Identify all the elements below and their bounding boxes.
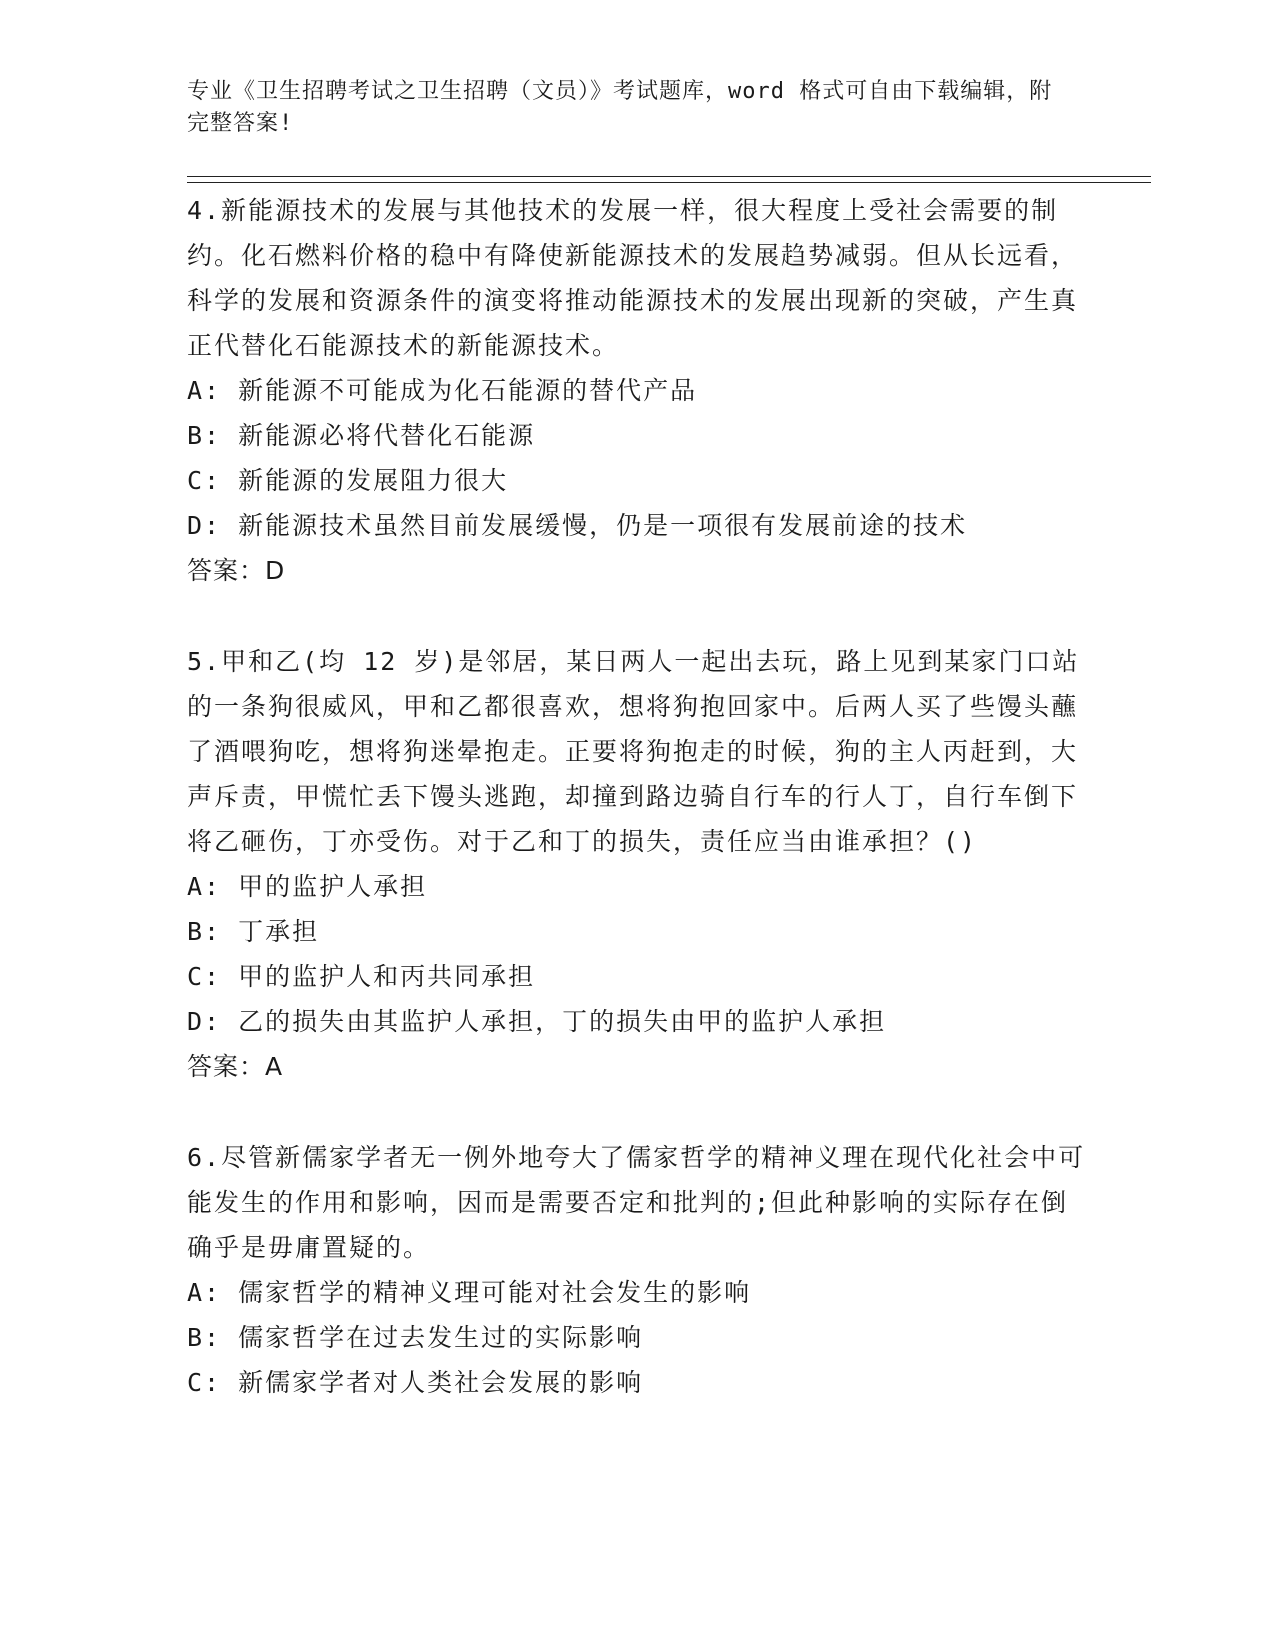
option-b: B: 丁承担 [187,917,320,946]
question-block [187,639,1087,1089]
option-c: C: 新儒家学者对人类社会发展的影响 [187,1368,644,1397]
option-a: A: 甲的监护人承担 [187,872,428,901]
option-b: B: 新能源必将代替化石能源 [187,421,536,450]
option-d: D: 新能源技术虽然目前发展缓慢，仍是一项很有发展前途的技术 [187,511,968,540]
question-stem: 4.新能源技术的发展与其他技术的发展一样，很大程度上受社会需要的制约。化石燃料价格的稳中有降使新能源技术的发展趋势减弱。但从长远看，科学的发展和资源条件的演变将推动能源技术的发展出现新的突破，产生真正代替化石能源技术的新能源技术。 [187,196,1079,360]
question-stem: 6.尽管新儒家学者无一例外地夸大了儒家哲学的精神义理在现代化社会中可能发生的作用和影响，因而是需要否定和批判的;但此种影响的实际存在倒确乎是毋庸置疑的。 [187,1143,1086,1262]
question-block [187,1135,1087,1405]
header-divider-top [187,176,1151,177]
question-spacer [187,1089,1087,1135]
option-d: D: 乙的损失由其监护人承担，丁的损失由甲的监护人承担 [187,1007,887,1036]
question-stem: 5.甲和乙(均 12 岁)是邻居，某日两人一起出去玩，路上见到某家门口站的一条狗很威风，甲和乙都很喜欢，想将狗抱回家中。后两人买了些馒头蘸了酒喂狗吃，想将狗迷晕抱走。正要将狗抱走的时候，狗的主人丙赶到，大声斥责，甲慌忙丢下馒头逃跑，却撞到路边骑自行车的行人丁，自行车倒下将乙砸伤，丁亦受伤。对于乙和丁的损失，责任应当由谁承担？() [187,647,1080,856]
header-divider-bottom [187,182,1151,183]
option-c: C: 甲的监护人和丙共同承担 [187,962,536,991]
answer-line: 答案：A [187,1052,284,1081]
question-spacer [187,593,1087,639]
option-c: C: 新能源的发展阻力很大 [187,466,509,495]
answer-line: 答案：D [187,556,286,585]
question-list [187,188,1087,1405]
option-a: A: 新能源不可能成为化石能源的替代产品 [187,376,698,405]
header-text: 专业《卫生招聘考试之卫生招聘（文员）》考试题库，word 格式可自由下载编辑，附完整答案! [187,79,1053,136]
question-block [187,188,1087,593]
option-b: B: 儒家哲学在过去发生过的实际影响 [187,1323,644,1352]
option-a: A: 儒家哲学的精神义理可能对社会发生的影响 [187,1278,752,1307]
page-header [187,76,1067,140]
